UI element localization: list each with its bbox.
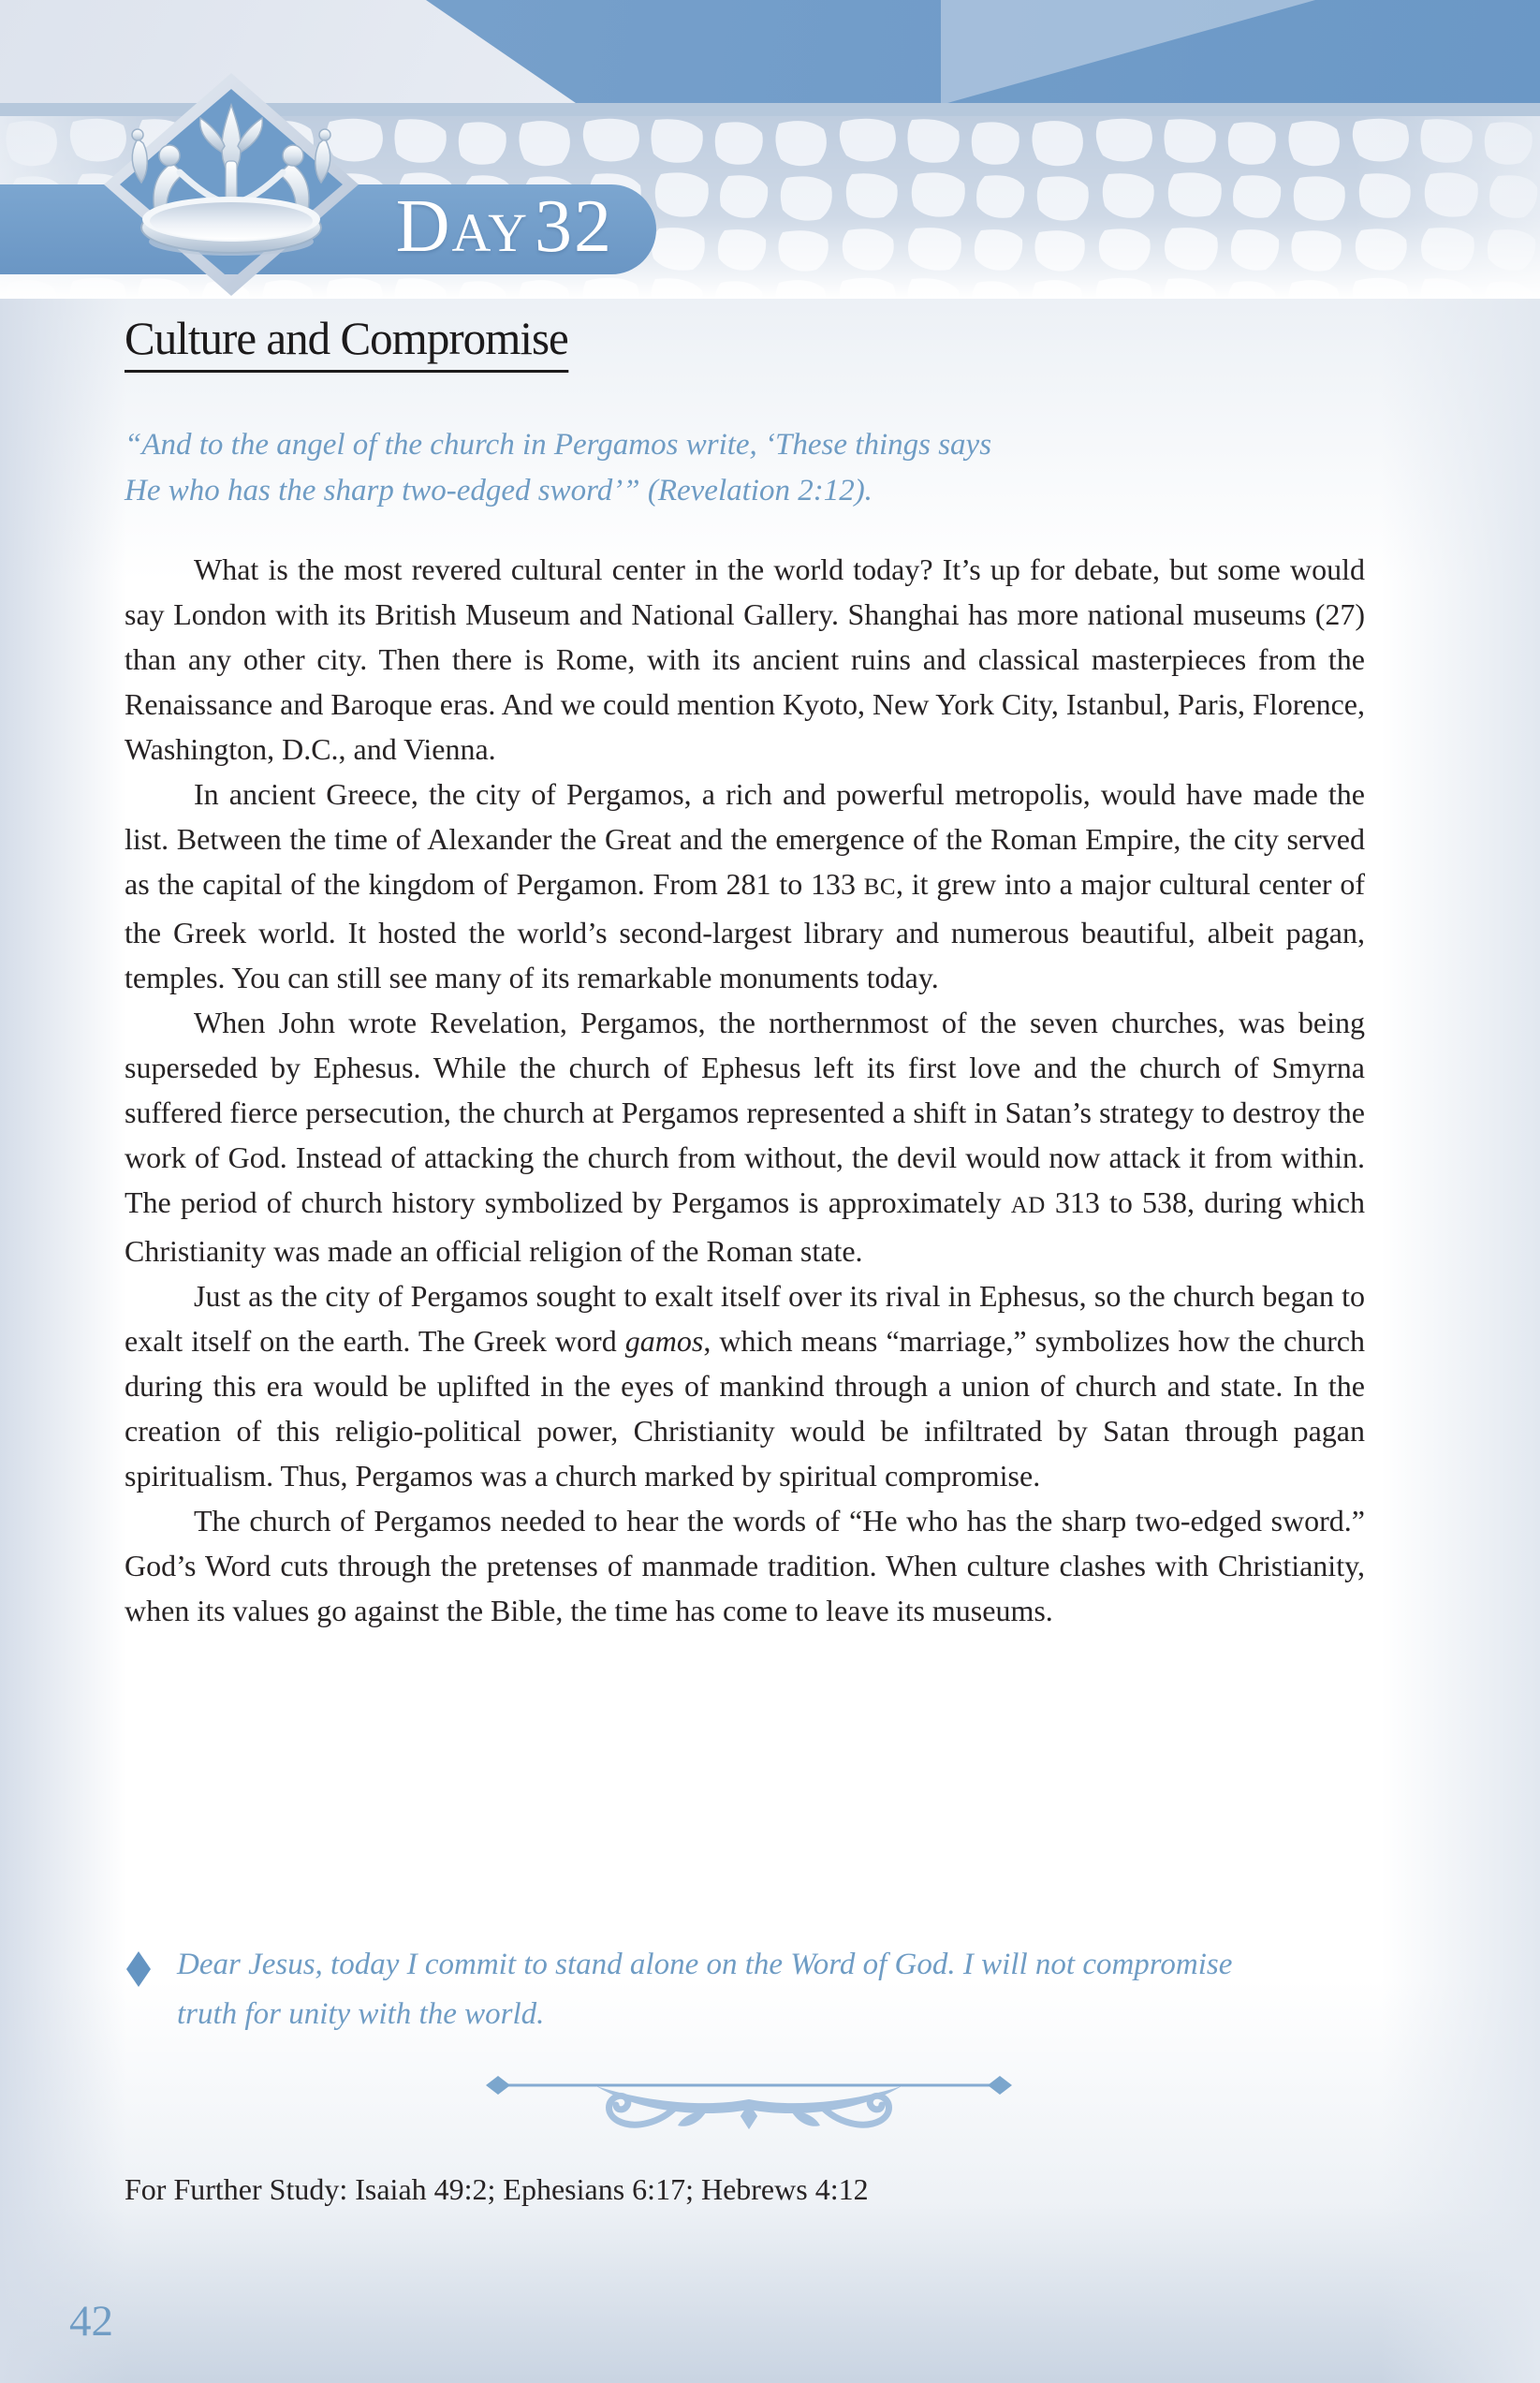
day-number: 32 xyxy=(535,184,613,268)
body-paragraph: When John wrote Revelation, Pergamos, the northernmost of the seven churches, was being superseded by Ephesus. While the church of Ephesus left its first love and the church of Smyrna suffered fierce persecution, the church at Pergamos represented a shift in Satan’s strategy to destroy the work of God. Instead of attacking the church from without, the devil would now attack it from within. The period of church history symbolized by Pergamos is approximately AD 313 to 538, during which Christianity was made an official religion of the Roman state. xyxy=(125,1006,1365,1268)
crown-icon xyxy=(132,105,330,256)
day-label-prefix: D xyxy=(395,184,452,268)
body-paragraph: The church of Pergamos needed to hear the words of “He who has the sharp two-edged sword.” God’s Word cuts through the pretenses of manmade tradition. When culture clashes with Christianity, when its values go against the Bible, the time has come to leave its museums. xyxy=(125,1504,1365,1627)
further-study: For Further Study: Isaiah 49:2; Ephesians 6:17; Hebrews 4:12 xyxy=(125,2172,869,2206)
page-title: Culture and Compromise xyxy=(125,313,568,373)
divider-flourish-icon xyxy=(482,2067,1016,2146)
body-paragraph: In ancient Greece, the city of Pergamos, a rich and powerful metropolis, would have made the list. Between the time of Alexander the Great and the emergence of the Roman Empire, the city served as the capital of the kingdom of Pergamon. From 281 to 133 BC, it grew into a major cultural center of the Greek world. It hosted the world’s second-largest library and numerous beautiful, albeit pagan, temples. You can still see many of its remarkable monuments today. xyxy=(125,777,1365,994)
body-paragraph: What is the most revered cultural center in the world today? It’s up for debate, but some would say London with its British Museum and National Gallery. Shanghai has more national museums (27) than any other city. Then there is Rome, with its ancient ruins and classical masterpieces from the Renaissance and Baroque eras. And we could mention Kyoto, New York City, Istanbul, Paris, Florence, Washington, D.C., and Vienna. xyxy=(125,552,1365,766)
day-label-small: AY xyxy=(451,201,529,263)
page-number: 42 xyxy=(69,2297,113,2346)
prayer-text: Dear Jesus, today I commit to stand alone on the Word of God. I will not compromise truth for unity with the world. xyxy=(177,1948,1233,2031)
prayer-block xyxy=(125,1940,1285,2039)
diamond-bullet-icon xyxy=(126,1951,151,1987)
body-text xyxy=(125,547,1365,1633)
body-paragraph: Just as the city of Pergamos sought to exalt itself over its rival in Ephesus, so the church began to exalt itself on the earth. The Greek word gamos, which means “marriage,” symbolizes how the church during this era would be uplifted in the eyes of mankind through a union of church and state. In the creation of this religio-political power, Christianity would be infiltrated by Satan through pagan spiritualism. Thus, Pergamos was a church marked by spiritual compromise. xyxy=(125,1279,1366,1493)
verse-quote: “And to the angel of the church in Pergamos write, ‘These things says He who has the sharp two-edged sword’” (Revelation 2:12). xyxy=(125,428,992,507)
